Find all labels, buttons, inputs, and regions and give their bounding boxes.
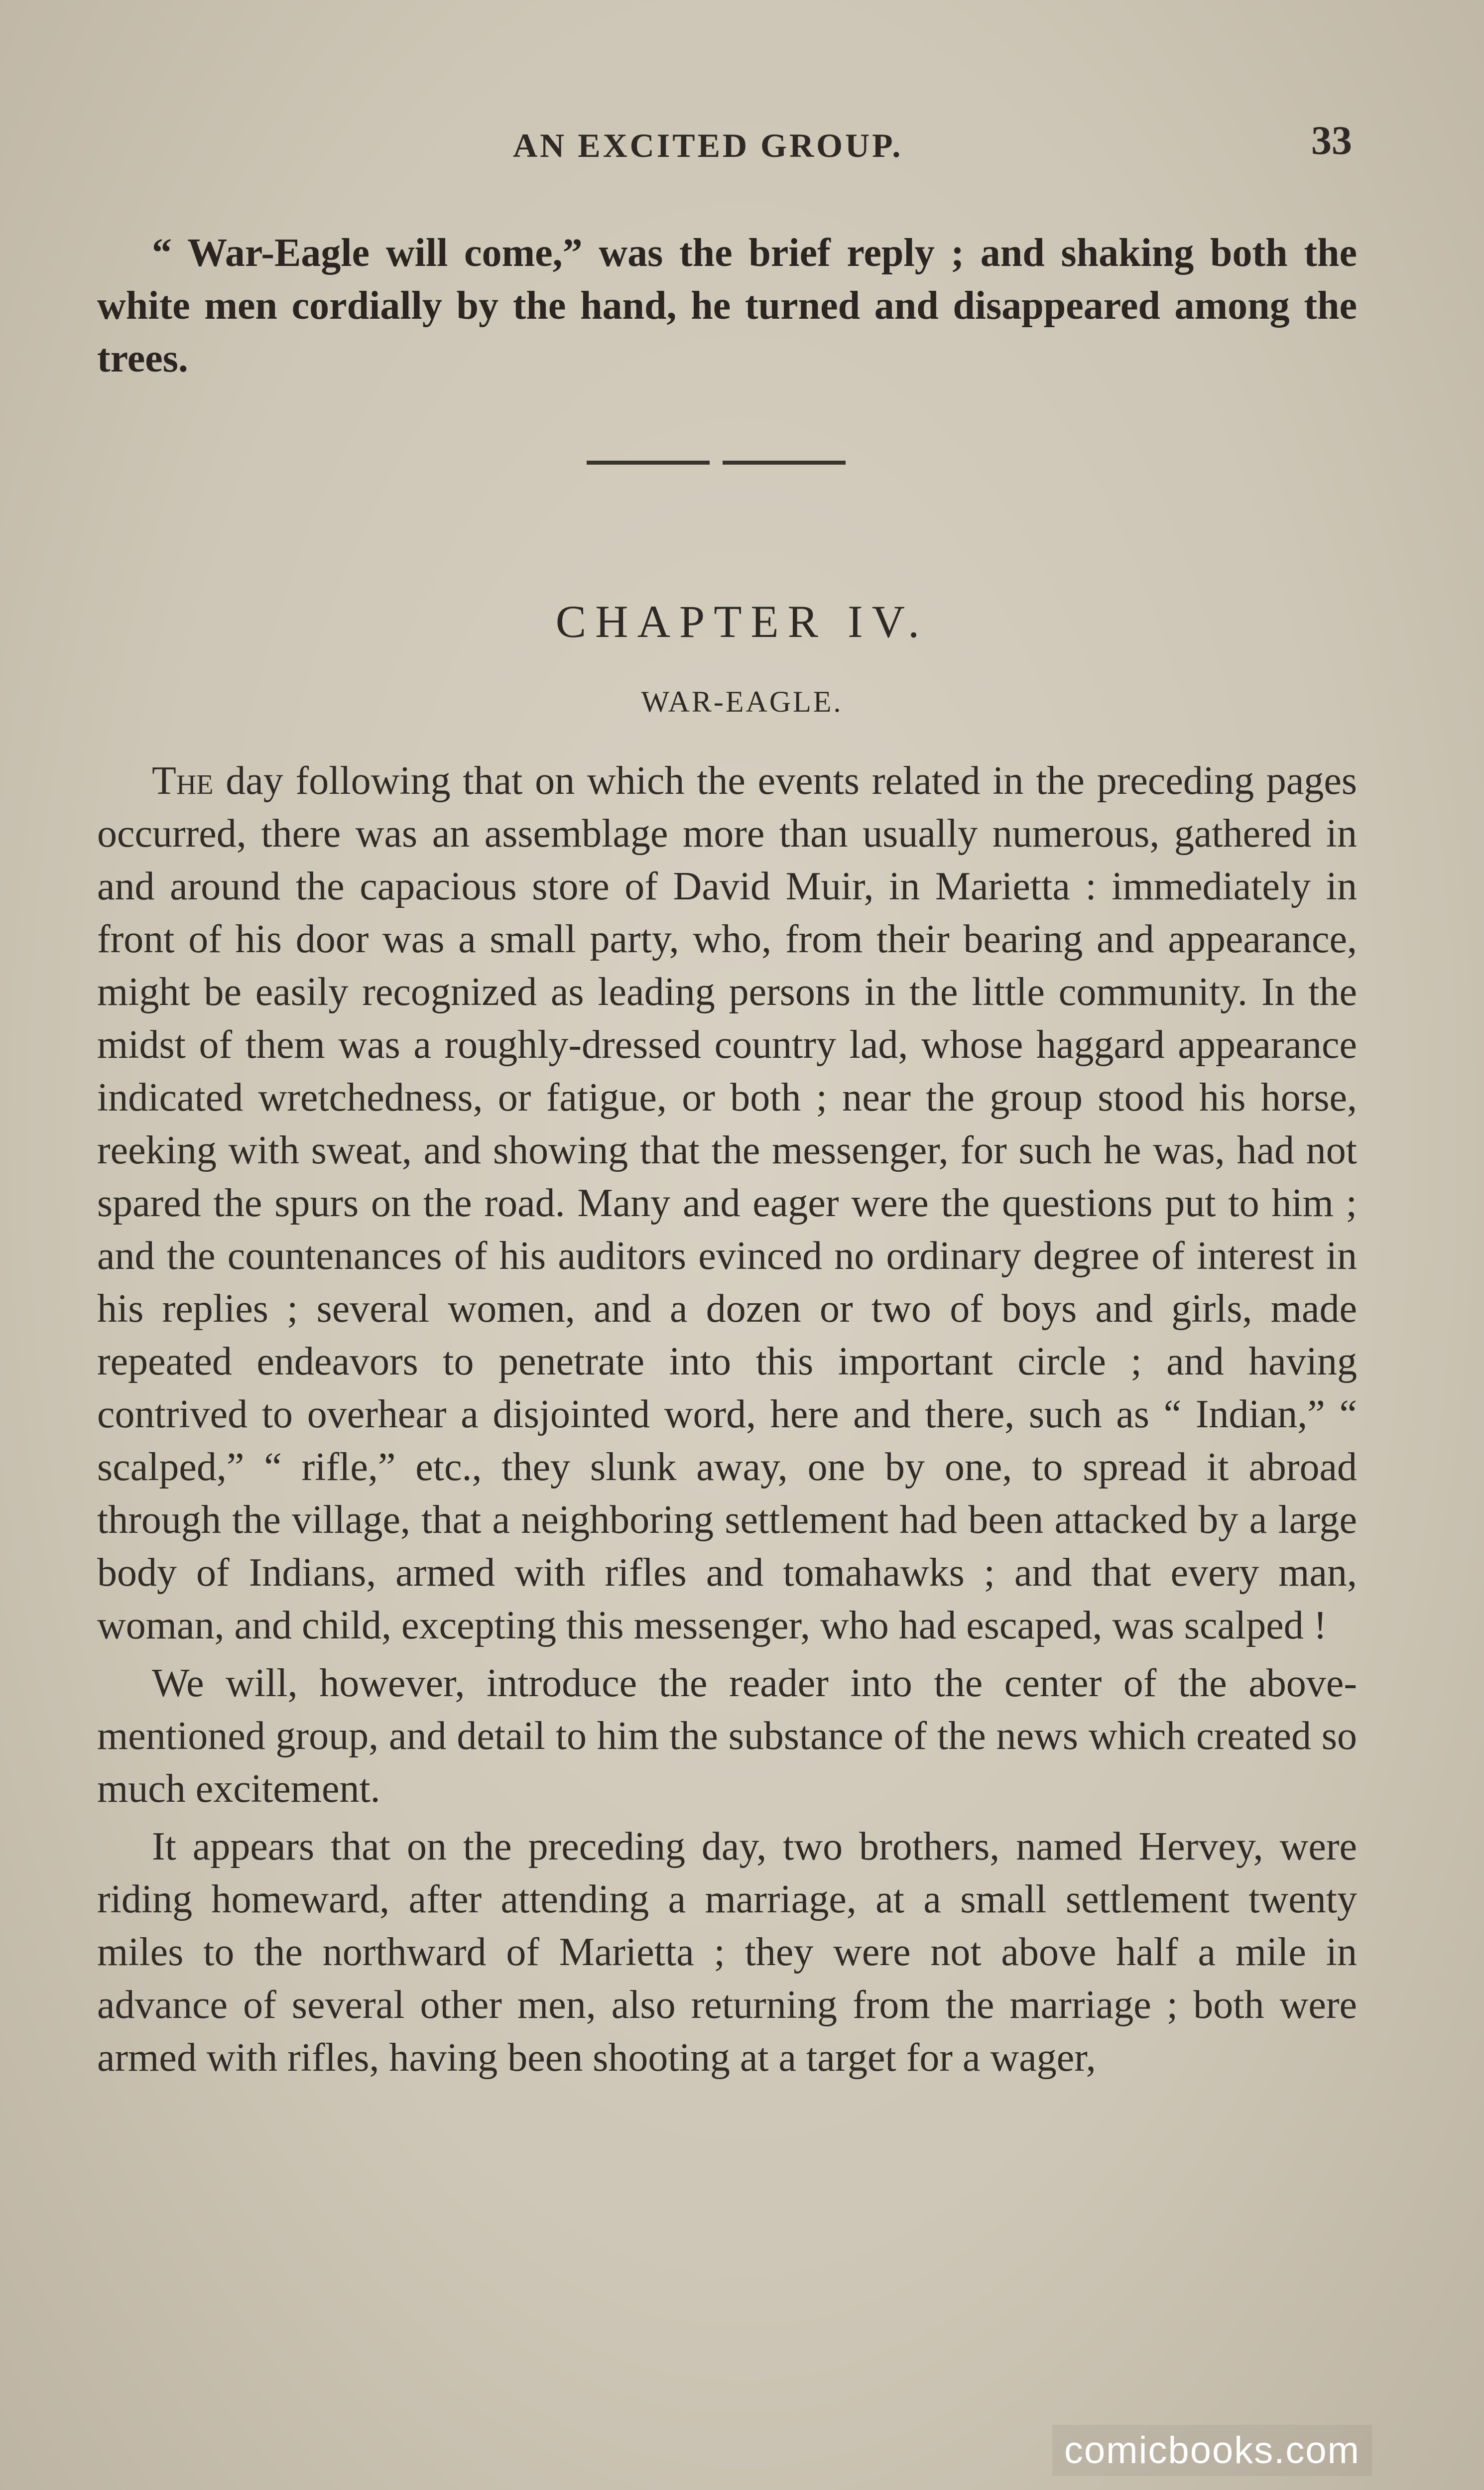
page-number: 33 xyxy=(1311,118,1352,163)
divider-left-rule xyxy=(587,461,710,465)
chapter-paragraph-2: We will, however, introduce the reader into the center of the above-mentioned group, and detail to him the substance of the news which created so much excitement. xyxy=(97,1661,1357,1811)
site-watermark: comicbooks.com xyxy=(1052,2425,1372,2476)
divider-right-rule xyxy=(723,461,846,465)
opening-text xyxy=(97,227,1357,385)
chapter-body xyxy=(97,754,1357,2084)
opening-paragraph: “ War-Eagle will come,” was the brief reply ; and shaking both the white men cordially by the hand, he turned and disappeared among the trees. xyxy=(97,231,1357,380)
section-divider xyxy=(587,461,846,465)
running-head: AN EXCITED GROUP. xyxy=(513,126,903,164)
chapter-paragraph-1-text: day following that on which the events related in the preceding pages occurred, there was an assemblage more than usually numerous, gathered in and around the capacious store of David Muir, in Marietta : immediately in front of his door was a small party, who, from their bearing and appearance, might be easily recognized as leading persons in the little community. In the midst of them was a roughly-dressed country lad, whose haggard appearance indicated wretchedness, or fatigue, or both ; near the group stood his horse, reeking with sweat, and showing that the messenger, for such he was, had not spared the spurs on the road. Many and eager were the questions put to him ; and the countenances of his auditors evinced no ordinary degree of interest in his replies ; several women, and a dozen or two of boys and girls, made repeated endeavors to penetrate into this important circle ; and having contrived to overhear a disjointed word, here and there, such as “ Indian,” “ scalped,” “ rifle,” etc., they slunk away, one by one, to spread it abroad through the village, that a neighboring settlement had been attacked by a large body of Indians, armed with rifles and tomahawks ; and that every man, woman, and child, excepting this messenger, who had escaped, was scalped ! xyxy=(97,759,1357,1647)
page-header xyxy=(0,117,1484,177)
chapter-paragraph-3: It appears that on the preceding day, two brothers, named Hervey, were riding homeward, after attending a marriage, at a small settlement twenty miles to the northward of Marietta ; they were not above half a mile in advance of several other men, also returning from the marriage ; both were armed with rifles, having been shooting at a target for a wager, xyxy=(97,1825,1357,2080)
chapter-subtitle: WAR-EAGLE. xyxy=(641,685,843,718)
chapter-title: CHAPTER IV. xyxy=(555,596,929,647)
chapter-paragraph-1 xyxy=(97,754,1357,1652)
chapter-first-word: The xyxy=(152,759,214,803)
